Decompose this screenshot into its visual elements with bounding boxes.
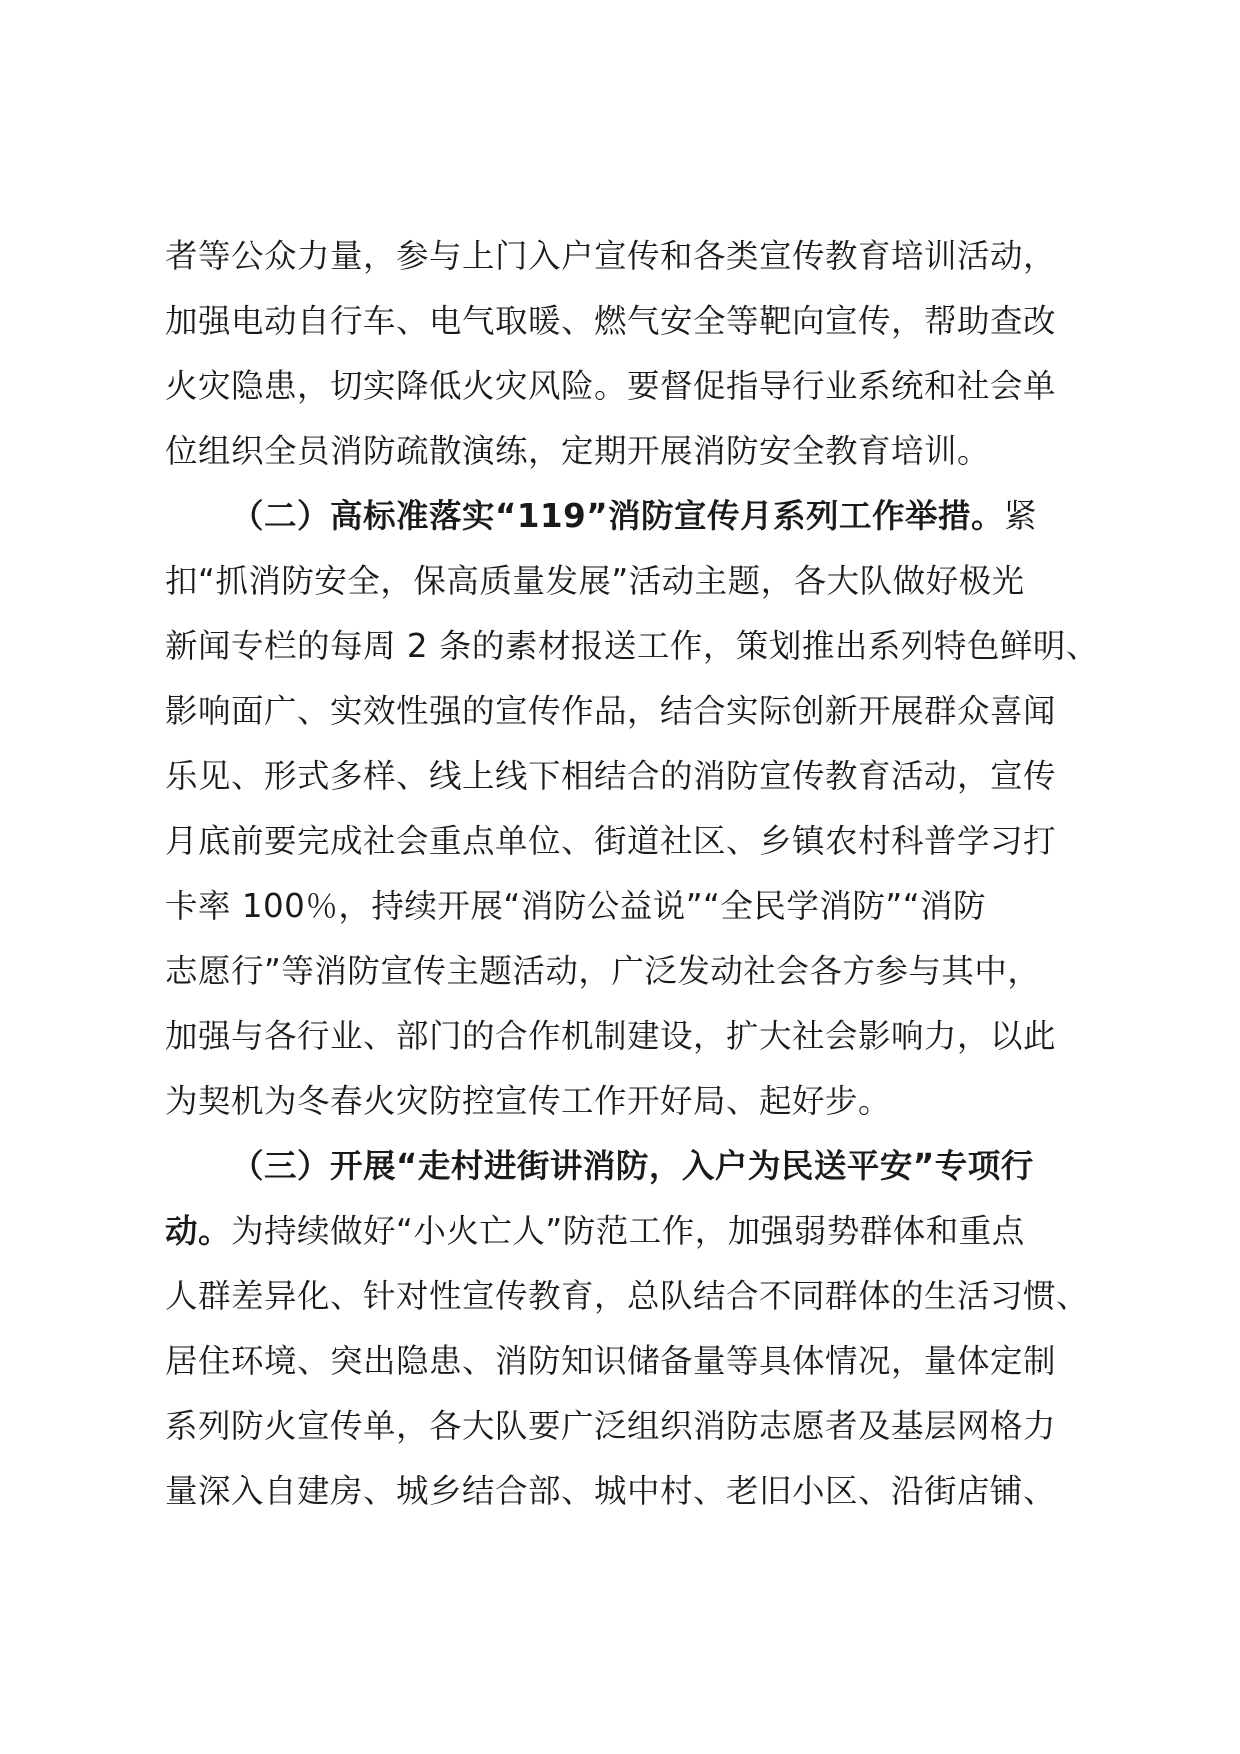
line-text: 加强电动自行车、电气取暖、燃气安全等靶向宣传，帮助查改	[165, 302, 1057, 340]
line-text: 人群差异化、针对性宣传教育，总队结合不同群体的生活习惯、	[165, 1277, 1090, 1315]
paragraph-line	[165, 951, 1040, 991]
line-text: 志愿行”等消防宣传主题活动，广泛发动社会各方参与其中，	[165, 952, 1041, 990]
paragraph-line	[165, 691, 1056, 731]
line-text: 月底前要完成社会重点单位、街道社区、乡镇农村科普学习打	[165, 822, 1057, 860]
section-heading-end: 动。	[165, 1212, 232, 1250]
paragraph-line	[165, 1471, 1056, 1511]
section-heading: （二）高标准落实“119”消防宣传月系列工作举措。	[231, 497, 1005, 535]
paragraph-line	[165, 431, 990, 471]
paragraph-line	[165, 1211, 1025, 1251]
paragraph-line	[165, 1341, 1056, 1381]
section-heading: （三）开展“走村进街讲消防，入户为民送平安”专项行	[231, 1147, 1034, 1185]
line-text: 扣“抓消防安全，保高质量发展”活动主题，各大队做好极光	[165, 562, 1025, 600]
paragraph-line	[165, 236, 1056, 276]
paragraph-line	[165, 626, 1099, 666]
line-text: 影响面广、实效性强的宣传作品，结合实际创新开展群众喜闻	[165, 692, 1057, 730]
line-text: 位组织全员消防疏散演练，定期开展消防安全教育培训。	[165, 432, 991, 470]
line-text: 量深入自建房、城乡结合部、城中村、老旧小区、沿街店铺、	[165, 1472, 1057, 1510]
paragraph-line	[165, 821, 1056, 861]
paragraph-line	[165, 366, 1056, 406]
line-text: 加强与各行业、部门的合作机制建设，扩大社会影响力，以此	[165, 1017, 1057, 1055]
paragraph-line	[165, 1406, 1056, 1446]
line-text: 新闻专栏的每周 2 条的素材报送工作，策划推出系列特色鲜明、	[165, 627, 1099, 665]
line-text: 系列防火宣传单，各大队要广泛组织消防志愿者及基层网格力	[165, 1407, 1057, 1445]
line-text: 者等公众力量，参与上门入户宣传和各类宣传教育培训活动，	[165, 237, 1057, 275]
paragraph-line	[165, 561, 1025, 601]
paragraph-line	[165, 756, 1056, 796]
line-text: 乐见、形式多样、线上线下相结合的消防宣传教育活动，宣传	[165, 757, 1057, 795]
line-text: 火灾隐患，切实降低火灾风险。要督促指导行业系统和社会单	[165, 367, 1057, 405]
line-text: 居住环境、突出隐患、消防知识储备量等具体情况，量体定制	[165, 1342, 1057, 1380]
paragraph-line	[165, 301, 1056, 341]
line-text: 卡率 100％，持续开展“消防公益说”“全民学消防”“消防	[165, 887, 987, 925]
section-heading-line	[231, 1146, 1034, 1186]
paragraph-line	[165, 1016, 1056, 1056]
line-text: 为契机为冬春火灾防控宣传工作开好局、起好步。	[165, 1082, 892, 1120]
paragraph-line	[165, 1276, 1089, 1316]
line-text: 紧	[1004, 497, 1038, 535]
line-text: 为持续做好“小火亡人”防范工作，加强弱势群体和重点	[231, 1212, 1025, 1250]
paragraph-line	[165, 886, 986, 926]
section-heading-line	[231, 496, 1037, 536]
paragraph-line	[165, 1081, 891, 1121]
